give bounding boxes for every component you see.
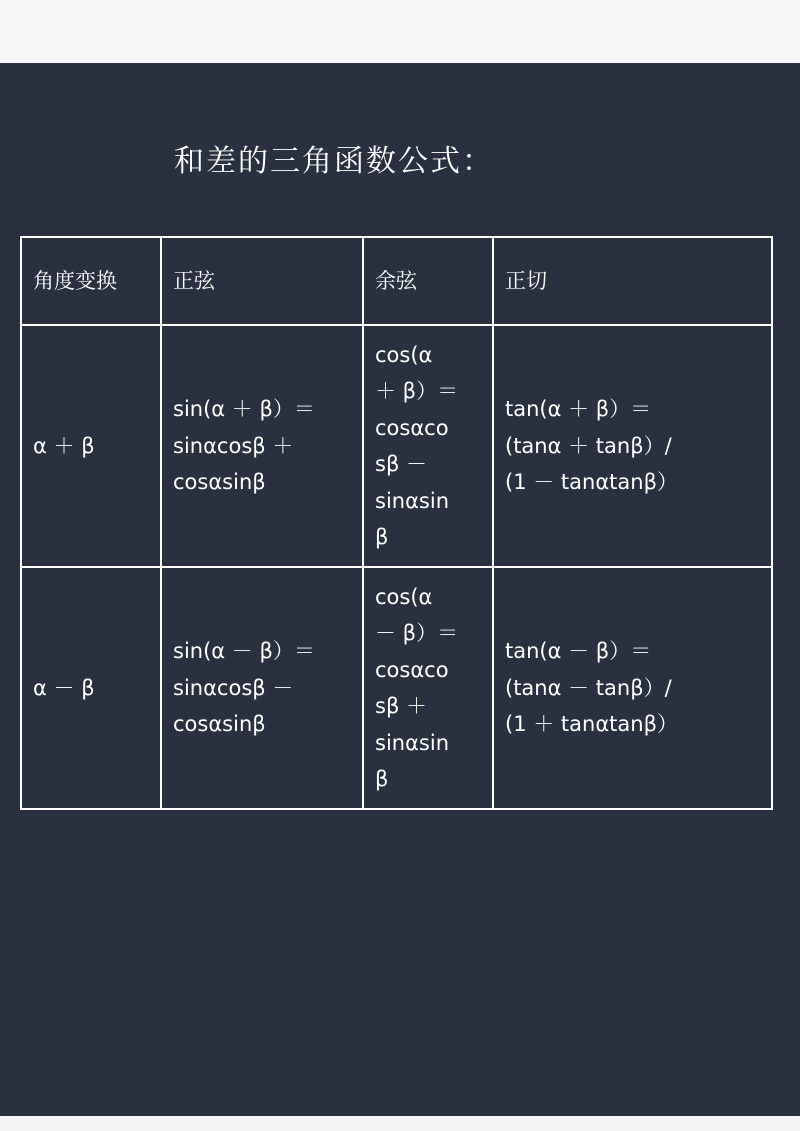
formula-line: (1 － tanαtanβ）: [505, 470, 678, 495]
cell-tangent: [493, 325, 772, 567]
trig-formula-table: [20, 236, 773, 810]
cell-sine: [161, 325, 363, 567]
header-angle: 角度变换: [21, 237, 161, 325]
page-bottom-margin: [0, 1116, 800, 1131]
formula-line: cosαsinβ: [173, 470, 266, 495]
formula-line: ＋ β）＝: [375, 379, 459, 403]
formula-line: cosαsinβ: [173, 712, 266, 737]
formula-line: sinαsin: [375, 730, 450, 755]
formula-line: cos(α: [375, 342, 433, 367]
cell-sine: [161, 567, 363, 809]
formula-line: cosαco: [375, 415, 449, 440]
formula-line: sinαcosβ ＋: [173, 433, 294, 458]
formula-line: cos(α: [375, 584, 433, 609]
cell-angle: α － β: [21, 567, 161, 809]
formula-line: β: [375, 525, 389, 549]
formula-line: sin(α ＋ β）＝: [173, 397, 315, 422]
formula-line: (tanα ＋ tanβ）/: [505, 433, 672, 458]
formula-line: cosαco: [375, 657, 449, 682]
formula-line: (tanα － tanβ）/: [505, 675, 672, 700]
formula-line: tan(α ＋ β）＝: [505, 397, 652, 422]
formula-line: sβ －: [375, 452, 428, 476]
page-title: 和差的三角函数公式：: [174, 144, 494, 179]
header-sine: 正弦: [161, 237, 363, 325]
formula-line: β: [375, 767, 389, 791]
formula-line: sin(α － β）＝: [173, 639, 315, 664]
page-top-margin: [0, 0, 800, 63]
formula-line: (1 ＋ tanαtanβ）: [505, 712, 678, 737]
formula-line: － β）＝: [375, 621, 459, 645]
table-header-row: [21, 237, 772, 325]
cell-tangent: [493, 567, 772, 809]
table-row: [21, 567, 772, 809]
formula-line: sβ ＋: [375, 694, 428, 718]
cell-cosine: [363, 325, 493, 567]
formula-line: sinαcosβ －: [173, 675, 294, 700]
header-tangent: 正切: [493, 237, 772, 325]
formula-line: sinαsin: [375, 488, 450, 513]
table-row: [21, 325, 772, 567]
formula-line: tan(α － β）＝: [505, 639, 652, 664]
cell-cosine: [363, 567, 493, 809]
cell-angle: α ＋ β: [21, 325, 161, 567]
header-cosine: 余弦: [363, 237, 493, 325]
